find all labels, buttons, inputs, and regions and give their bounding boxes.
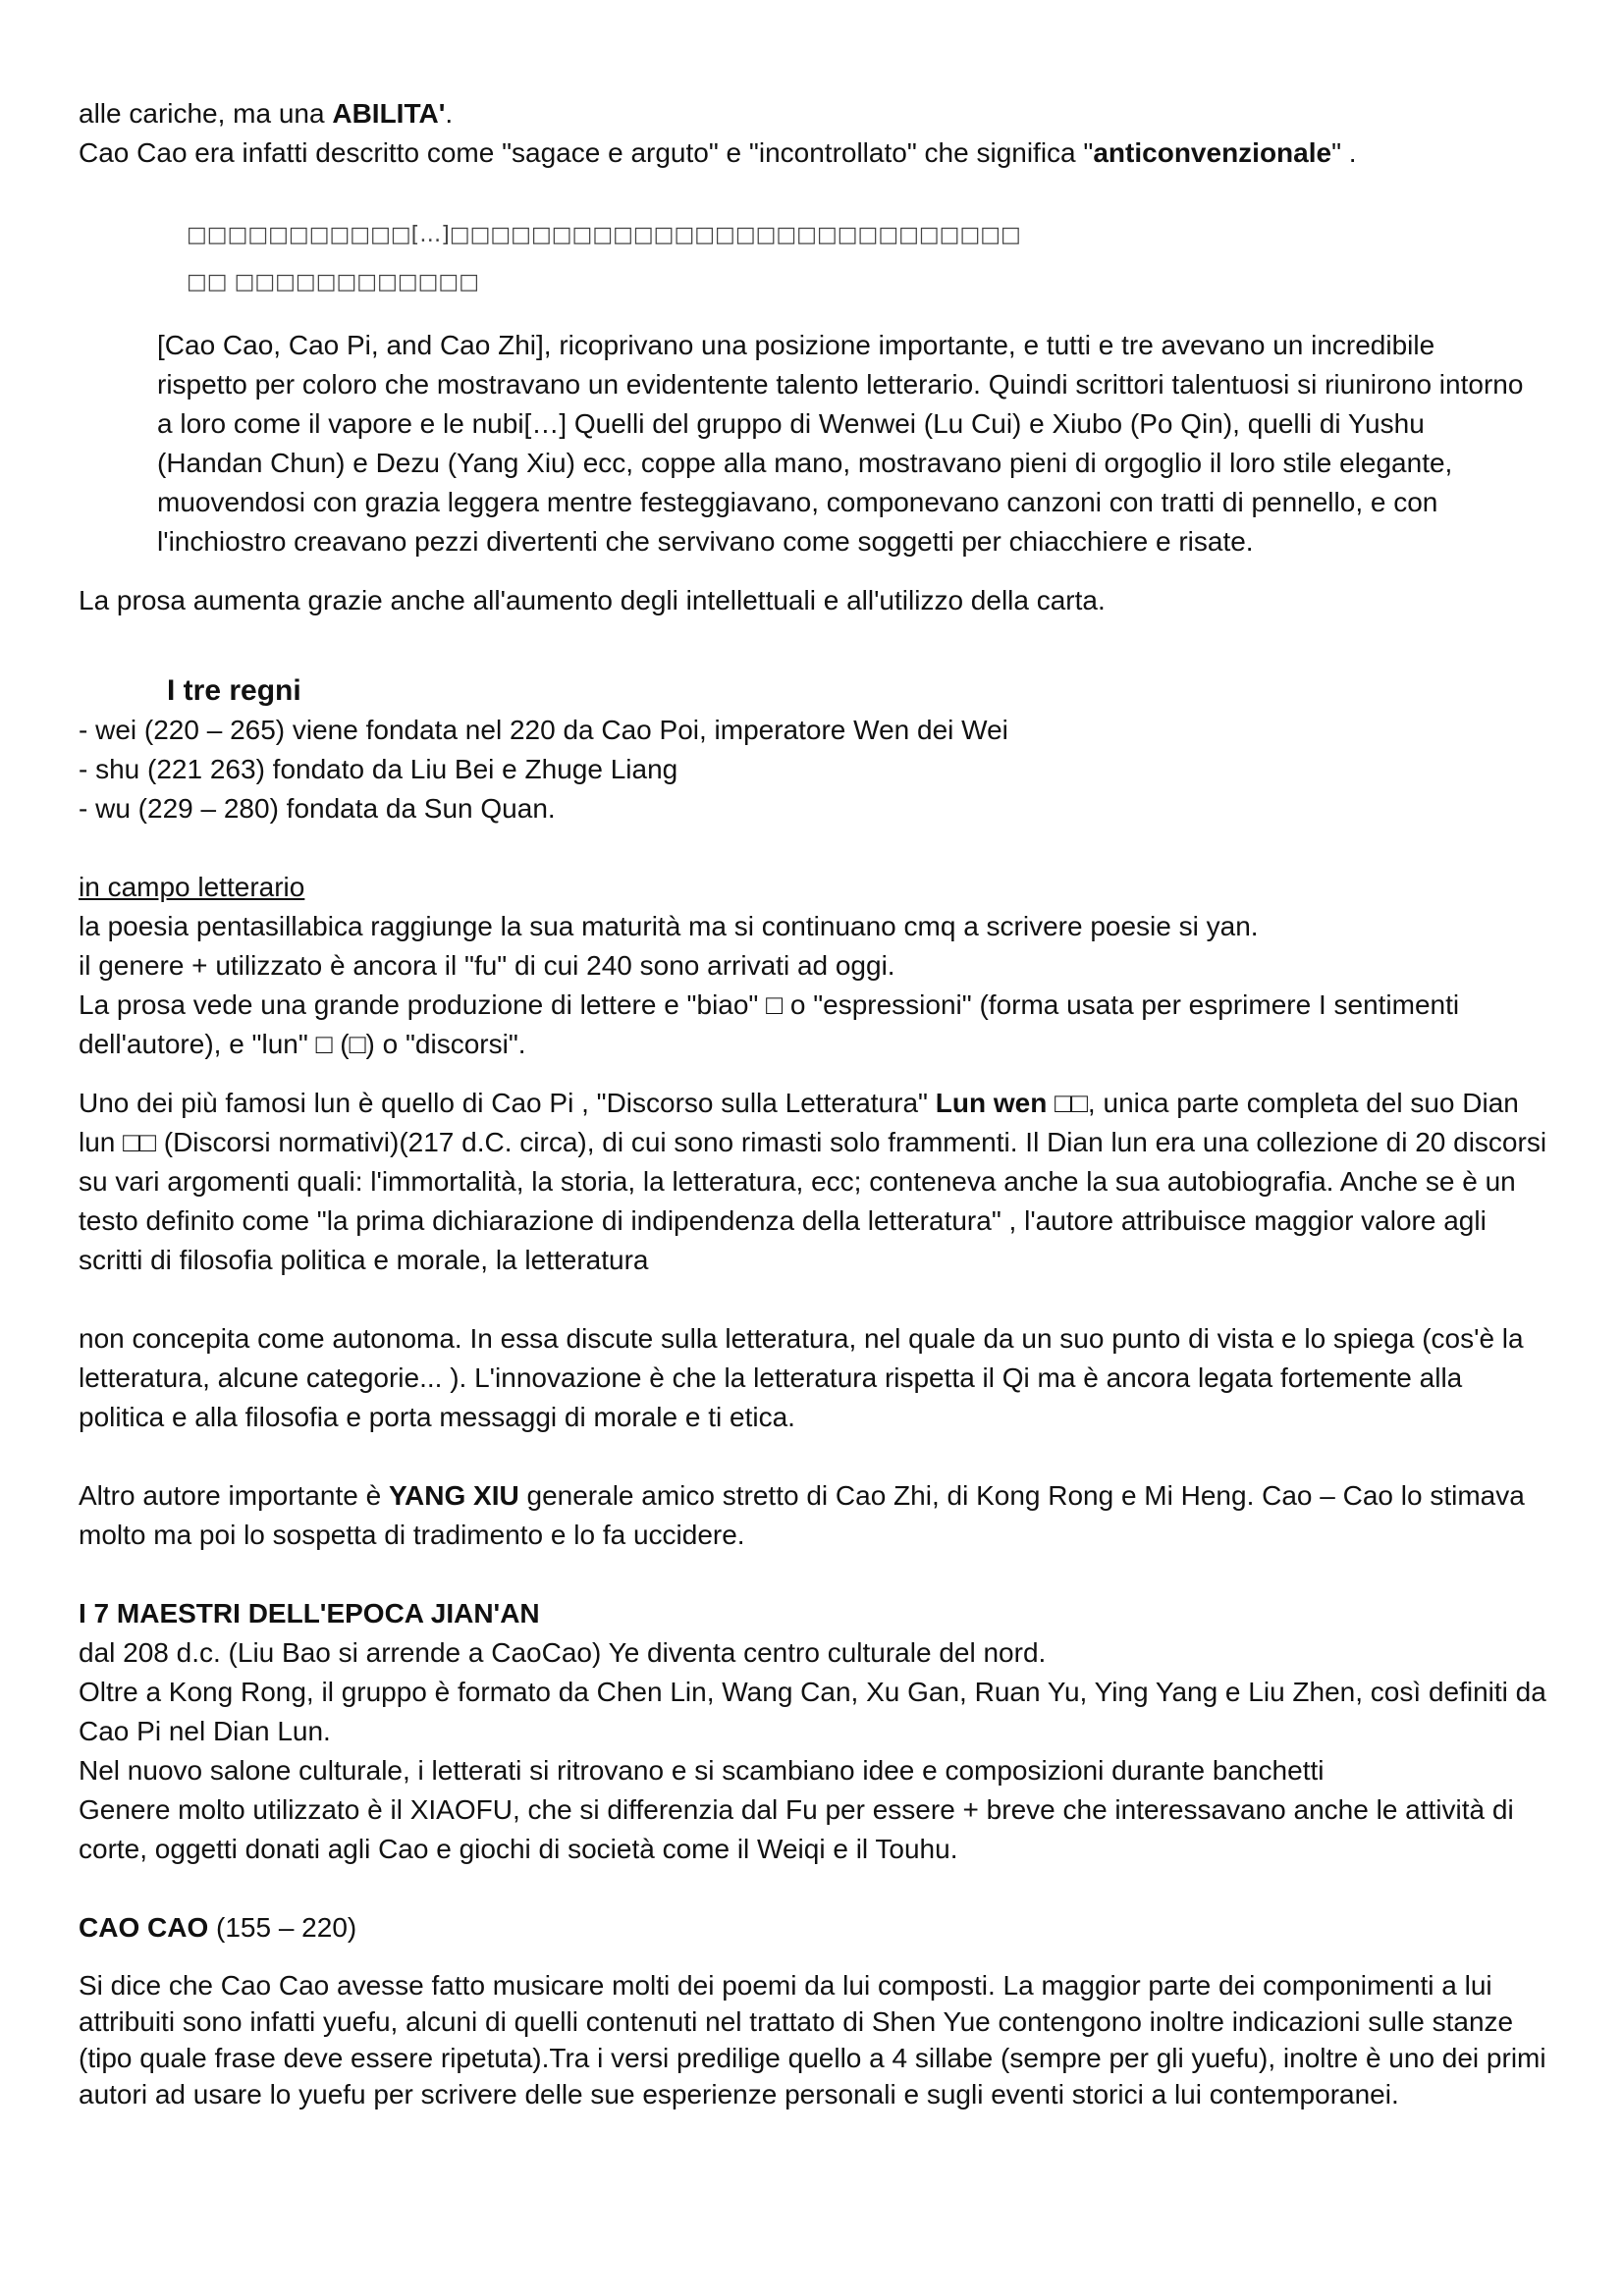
regno-item: - wei (220 – 265) viene fondata nel 220 da Cao Poi, imperatore Wen dei Wei xyxy=(79,715,1008,745)
maestri-line: Oltre a Kong Rong, il gruppo è formato da Chen Lin, Wang Can, Xu Gan, Ruan Yu, Ying Yang e Liu Zhen, così definiti da Cao Pi nel Dian Lun. xyxy=(79,1677,1546,1746)
maestri-line: Genere molto utilizzato è il XIAOFU, che si differenzia dal Fu per essere + breve che interessavano anche le attività di corte, oggetti donati agli Cao e giochi di società come il Weiqi e il Touhu. xyxy=(79,1794,1514,1864)
regno-item: - wu (229 – 280) fondata da Sun Quan. xyxy=(79,793,556,824)
maestri-line: Nel nuovo salone culturale, i letterati si ritrovano e si scambiano idee e composizioni durante banchetti xyxy=(79,1755,1325,1786)
paragraph-prosa: La prosa aumenta grazie anche all'aumento degli intellettuali e all'utilizzo della carta. xyxy=(79,585,1106,615)
paragraph-abilita: alle cariche, ma una ABILITA'. xyxy=(79,98,454,129)
cjk-quote-line-1: □□□□□□□□□□□[…]□□□□□□□□□□□□□□□□□□□□□□□□□□□□ xyxy=(187,223,1021,247)
paragraph-lun-wen: Uno dei più famosi lun è quello di Cao Pi , "Discorso sulla Letteratura" Lun wen □□, unica parte completa del suo Dian lun □□ (Discorsi normativi)(217 d.C. circa), di cui sono rimasti solo frammenti. Il Dian lun era una collezione di 20 discorsi su vari argomenti quali: l'immortalità, la storia, la letteratura, ecc; conteneva anche la sua autobiografia. Anche se è un testo definito come "la prima dichiarazione di indipendenza della letteratura" , l'autore attribuisce maggior valore agli scritti di filosofia politica e morale, la letteratura xyxy=(79,1088,1547,1275)
section-heading-campo-letterario: in campo letterario xyxy=(79,872,305,902)
campo-line: la poesia pentasillabica raggiunge la sua maturità ma si continuano cmq a scrivere poesie si yan. xyxy=(79,911,1259,941)
maestri-line: dal 208 d.c. (Liu Bao si arrende a CaoCao) Ye diventa centro culturale del nord. xyxy=(79,1637,1047,1668)
paragraph-autonoma: non concepita come autonoma. In essa discute sulla letteratura, nel quale da un suo punto di vista e lo spiega (cos'è la letteratura, alcune categorie... ). L'innovazione è che la letteratura rispetta il Qi ma è ancora legata fortemente alla politica e alla filosofia e porta messaggi di morale e ti etica. xyxy=(79,1323,1524,1432)
paragraph-anticonvenzionale: Cao Cao era infatti descritto come "sagace e arguto" e "incontrollato" che significa "anticonvenzionale" . xyxy=(79,137,1357,168)
section-heading-cao-cao: CAO CAO (155 – 220) xyxy=(79,1912,357,1943)
paragraph-yang-xiu: Altro autore importante è YANG XIU generale amico stretto di Cao Zhi, di Kong Rong e Mi Heng. Cao – Cao lo stimava molto ma poi lo sospetta di tradimento e lo fa uccidere. xyxy=(79,1480,1525,1550)
section-heading-regni: I tre regni xyxy=(167,674,301,707)
section-heading-maestri: I 7 MAESTRI DELL'EPOCA JIAN'AN xyxy=(79,1598,540,1629)
campo-line: il genere + utilizzato è ancora il "fu" di cui 240 sono arrivati ad oggi. xyxy=(79,950,895,981)
regno-item: - shu (221 263) fondato da Liu Bei e Zhuge Liang xyxy=(79,754,678,784)
document-page xyxy=(79,94,1551,2112)
cjk-quote-line-2: □□ □□□□□□□□□□□□ xyxy=(187,270,479,294)
translated-quote: [Cao Cao, Cao Pi, and Cao Zhi], ricoprivano una posizione importante, e tutti e tre avevano un incredibile rispetto per coloro che mostravano un evidentente talento letterario. Quindi scrittori talentuosi si riunirono intorno a loro come il vapore e le nubi[…] Quelli del gruppo di Wenwei (Lu Cui) e Xiubo (Po Qin), quelli di Yushu (Handan Chun) e Dezu (Yang Xiu) ecc, coppe alla mano, mostravano pieni di orgoglio il loro stile elegante, muovendosi con grazia leggera mentre festeggiavano, componevano canzoni con tratti di pennello, e con l'inchiostro creavano pezzi divertenti che servivano come soggetti per chiacchiere e risate. xyxy=(157,330,1524,557)
paragraph-cao-cao: Si dice che Cao Cao avesse fatto musicare molti dei poemi da lui composti. La maggior parte dei componimenti a lui attribuiti sono infatti yuefu, alcuni di quelli contenuti nel trattato di Shen Yue contengono inoltre indicazioni sulle stanze (tipo quale frase deve essere ripetuta).Tra i versi predilige quello a 4 sillabe (sempre per gli yuefu), inoltre è uno dei primi autori ad usare lo yuefu per scrivere delle sue esperienze personali e sugli eventi storici a lui contemporanei. xyxy=(79,1970,1546,2109)
campo-line: La prosa vede una grande produzione di lettere e "biao" □ o "espressioni" (forma usata per esprimere I sentimenti dell'autore), e "lun" □ (□) o "discorsi". xyxy=(79,989,1460,1059)
